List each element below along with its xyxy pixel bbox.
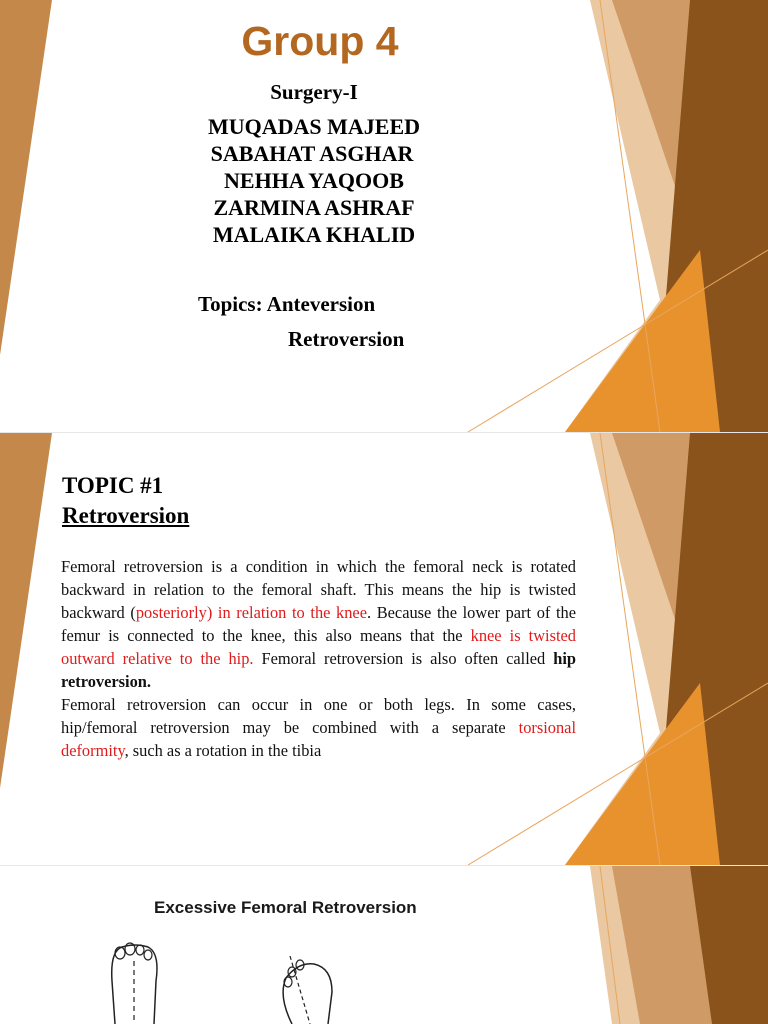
- text-run: Femoral retroversion can occur in one or both legs. In some cases, hip/femoral retroversion may be combined with a separate: [61, 695, 576, 737]
- right-accent-orange: [565, 683, 720, 865]
- figure-title: Excessive Femoral Retroversion: [154, 898, 417, 917]
- text-run: . Because the lower part of the femur is connected to the knee, this also means that the: [61, 603, 577, 645]
- text-run: Femoral retroversion is a condition in which the femoral neck is rotated backward in relation to the femoral shaft. This means the hip is twisted backward (: [61, 557, 576, 622]
- highlight-text: torsional deformity: [61, 718, 576, 760]
- text-run: , such as a rotation in the tibia: [124, 741, 322, 760]
- course-name: Surgery-I: [270, 80, 358, 104]
- title-slide: [0, 0, 768, 432]
- topic-item: Retroversion: [288, 327, 405, 351]
- member-name: MALAIKA KHALID: [212, 222, 416, 247]
- member-name: MUQADAS MAJEED: [207, 114, 421, 139]
- left-accent-shape: [0, 433, 52, 788]
- member-name: ZARMINA ASHRAF: [213, 195, 415, 220]
- member-name: SABAHAT ASGHAR: [210, 141, 414, 166]
- slide-title: Group 4: [241, 18, 399, 64]
- body-paragraph: [61, 555, 576, 693]
- highlight-text: posteriorly) in relation to the knee: [135, 603, 367, 622]
- foot-illustration-right: [270, 956, 350, 1024]
- bold-term: hip retroversion.: [61, 649, 576, 691]
- member-name: NEHHA YAQOOB: [224, 168, 404, 193]
- topics-label: Topics: Anteversion: [198, 292, 376, 316]
- text-run: Femoral retroversion is also often called: [253, 649, 554, 668]
- topic-number: TOPIC #1: [62, 473, 164, 498]
- figure-slide: [0, 866, 768, 1024]
- content-slide: [0, 433, 768, 865]
- highlight-text: knee is twisted outward relative to the hip.: [61, 626, 576, 668]
- right-accent-orange: [565, 250, 720, 432]
- foot-illustration-left: [100, 941, 170, 1024]
- topic-title: Retroversion: [62, 503, 190, 528]
- body-paragraph: [61, 693, 576, 762]
